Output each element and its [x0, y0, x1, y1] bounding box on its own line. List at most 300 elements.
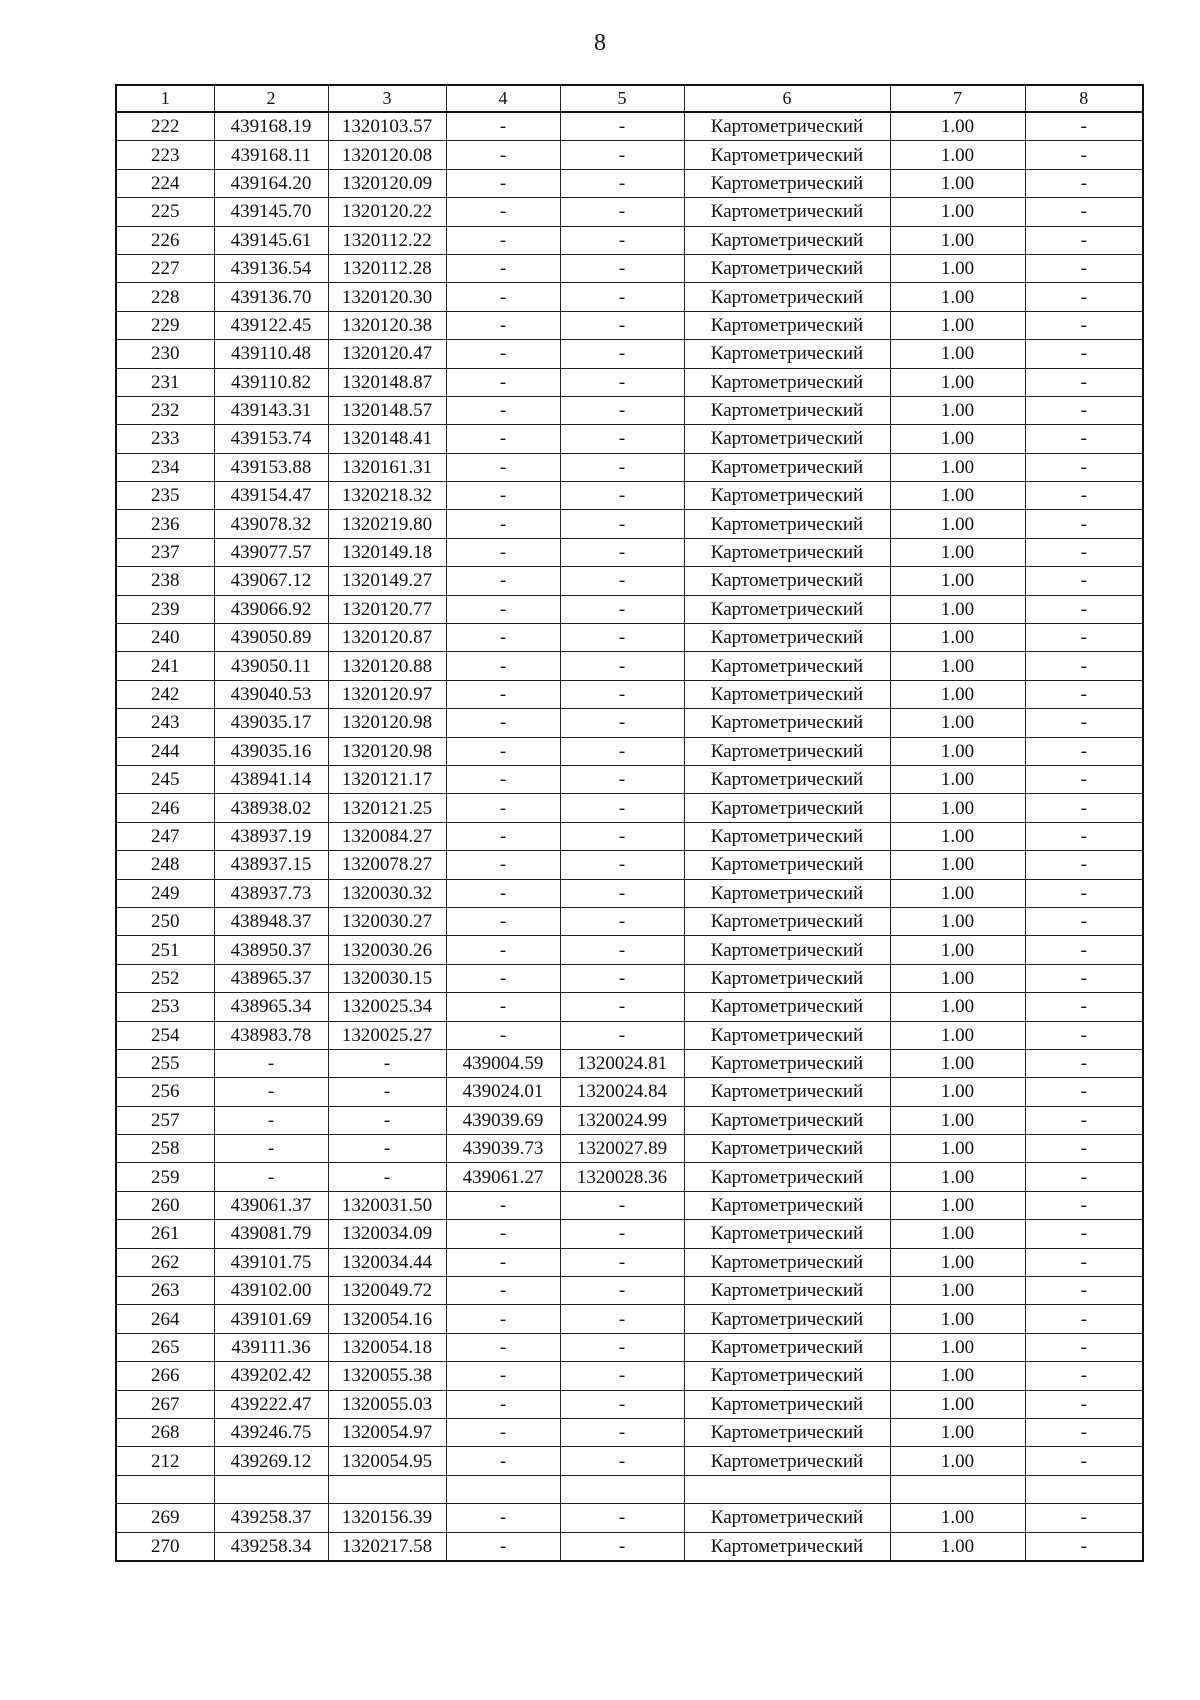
table-cell: - [560, 907, 684, 935]
table-cell: 239 [116, 595, 214, 623]
table-cell: - [560, 1333, 684, 1361]
table-cell: Картометрический [684, 765, 890, 793]
table-cell: 269 [116, 1504, 214, 1532]
table-cell: - [560, 1021, 684, 1049]
table-cell: - [560, 1447, 684, 1475]
table-cell: 438983.78 [214, 1021, 328, 1049]
table-row [116, 1135, 1143, 1163]
table-cell: 439136.70 [214, 283, 328, 311]
table-cell: 439101.75 [214, 1248, 328, 1276]
table-cell: 1320030.32 [328, 879, 446, 907]
table-cell: 439145.61 [214, 226, 328, 254]
table-cell: - [1025, 680, 1143, 708]
table-cell: 254 [116, 1021, 214, 1049]
table-cell: Картометрический [684, 1504, 890, 1532]
table-cell: 1320120.98 [328, 709, 446, 737]
table-cell: 263 [116, 1277, 214, 1305]
table-cell: - [446, 680, 560, 708]
table-row [116, 879, 1143, 907]
table-row [116, 709, 1143, 737]
table-row [116, 1305, 1143, 1333]
table-row [116, 226, 1143, 254]
table-row [116, 538, 1143, 566]
table-cell: - [214, 1106, 328, 1134]
table-cell: Картометрический [684, 538, 890, 566]
table-cell: - [446, 283, 560, 311]
table-cell: 258 [116, 1135, 214, 1163]
table-cell: - [1025, 652, 1143, 680]
table-cell: Картометрический [684, 595, 890, 623]
table-cell: - [446, 482, 560, 510]
table-row [116, 1475, 1143, 1503]
table-cell: 1.00 [890, 1163, 1025, 1191]
table-cell: - [1025, 851, 1143, 879]
table-cell: - [446, 396, 560, 424]
table-cell: 439110.48 [214, 340, 328, 368]
table-cell: - [560, 1418, 684, 1446]
table-cell: - [560, 396, 684, 424]
table-cell: 231 [116, 368, 214, 396]
table-cell: - [560, 311, 684, 339]
table-cell: - [560, 1220, 684, 1248]
table-cell: 255 [116, 1049, 214, 1077]
table-cell: 233 [116, 425, 214, 453]
table-cell: - [446, 1362, 560, 1390]
table-cell: 439122.45 [214, 311, 328, 339]
table-cell: 235 [116, 482, 214, 510]
table-cell: 1.00 [890, 737, 1025, 765]
table-cell: Картометрический [684, 1021, 890, 1049]
table-cell: 1320031.50 [328, 1191, 446, 1219]
table-cell: - [446, 879, 560, 907]
table-cell: - [446, 425, 560, 453]
table-cell: Картометрический [684, 141, 890, 169]
table-cell: - [560, 368, 684, 396]
table-cell: 228 [116, 283, 214, 311]
table-cell: Картометрический [684, 1447, 890, 1475]
table-cell: - [1025, 1106, 1143, 1134]
table-row [116, 1049, 1143, 1077]
table-cell: - [1025, 1248, 1143, 1276]
table-cell: 1.00 [890, 1277, 1025, 1305]
table-cell: 439168.19 [214, 112, 328, 141]
table-cell: - [560, 879, 684, 907]
table-cell: - [1025, 1504, 1143, 1532]
table-cell: - [560, 822, 684, 850]
table-cell: 1.00 [890, 851, 1025, 879]
table-row [116, 340, 1143, 368]
table-cell: - [446, 453, 560, 481]
table-cell: - [446, 1021, 560, 1049]
table-cell: Картометрический [684, 425, 890, 453]
table-cell: 439136.54 [214, 254, 328, 282]
table-cell: - [1025, 538, 1143, 566]
table-cell: 1320025.27 [328, 1021, 446, 1049]
table-cell: - [446, 765, 560, 793]
table-cell: 1.00 [890, 425, 1025, 453]
table-cell: 439168.11 [214, 141, 328, 169]
table-cell: - [560, 595, 684, 623]
table-row [116, 311, 1143, 339]
table-cell: 439061.27 [446, 1163, 560, 1191]
table-cell: - [1025, 1135, 1143, 1163]
table-row [116, 1532, 1143, 1561]
table-cell: 1320120.77 [328, 595, 446, 623]
table-cell: - [1025, 1305, 1143, 1333]
column-header: 8 [1025, 85, 1143, 112]
table-cell: - [446, 1333, 560, 1361]
table-cell: - [560, 112, 684, 141]
table-cell: 268 [116, 1418, 214, 1446]
table-cell: 1320078.27 [328, 851, 446, 879]
table-cell: 248 [116, 851, 214, 879]
table-cell: 246 [116, 794, 214, 822]
table-cell: - [560, 340, 684, 368]
table-cell: 1.00 [890, 112, 1025, 141]
table-cell: 226 [116, 226, 214, 254]
table-cell: - [446, 1532, 560, 1561]
table-cell: 439269.12 [214, 1447, 328, 1475]
table-cell: 439035.17 [214, 709, 328, 737]
table-cell: Картометрический [684, 567, 890, 595]
table-cell [1025, 1475, 1143, 1503]
table-cell: 439164.20 [214, 169, 328, 197]
table-cell: Картометрический [684, 680, 890, 708]
table-cell: 259 [116, 1163, 214, 1191]
table-cell: 439078.32 [214, 510, 328, 538]
table-cell: - [446, 1220, 560, 1248]
table-cell: - [446, 822, 560, 850]
table-row [116, 993, 1143, 1021]
table-cell: 1320025.34 [328, 993, 446, 1021]
table-cell: Картометрический [684, 453, 890, 481]
table-cell: - [1025, 1418, 1143, 1446]
table-cell [328, 1475, 446, 1503]
table-cell: 438937.15 [214, 851, 328, 879]
table-cell: - [560, 567, 684, 595]
column-header: 4 [446, 85, 560, 112]
table-cell: 1.00 [890, 1106, 1025, 1134]
table-cell: 1.00 [890, 1191, 1025, 1219]
table-cell: 265 [116, 1333, 214, 1361]
table-cell: Картометрический [684, 1248, 890, 1276]
table-cell: - [560, 1277, 684, 1305]
table-cell: 227 [116, 254, 214, 282]
table-cell: - [560, 510, 684, 538]
table-cell: - [560, 737, 684, 765]
table-cell: 1.00 [890, 538, 1025, 566]
table-cell: 1.00 [890, 453, 1025, 481]
table-cell: Картометрический [684, 907, 890, 935]
table-cell: 1.00 [890, 1333, 1025, 1361]
table-cell: - [446, 1418, 560, 1446]
table-cell: 245 [116, 765, 214, 793]
table-cell: - [1025, 964, 1143, 992]
table-cell: 1.00 [890, 141, 1025, 169]
page-number: 8 [594, 30, 606, 56]
column-header: 3 [328, 85, 446, 112]
table-cell: 1320054.18 [328, 1333, 446, 1361]
table-cell: 238 [116, 567, 214, 595]
table-cell: - [1025, 1447, 1143, 1475]
table-cell: Картометрический [684, 1135, 890, 1163]
table-cell: - [446, 340, 560, 368]
table-header-row [116, 85, 1143, 112]
table-cell: 1.00 [890, 1504, 1025, 1532]
table-cell: - [1025, 254, 1143, 282]
table-row [116, 822, 1143, 850]
table-cell: 1320121.17 [328, 765, 446, 793]
table-cell: 1.00 [890, 964, 1025, 992]
table-cell: 438941.14 [214, 765, 328, 793]
table-cell: 1320120.38 [328, 311, 446, 339]
table-cell: 1320054.16 [328, 1305, 446, 1333]
table-cell: - [1025, 993, 1143, 1021]
table-cell: - [446, 652, 560, 680]
table-cell: 1.00 [890, 311, 1025, 339]
table-cell: 1320024.99 [560, 1106, 684, 1134]
table-cell: 1320034.44 [328, 1248, 446, 1276]
table-cell: - [560, 851, 684, 879]
table-cell: 1.00 [890, 624, 1025, 652]
table-cell: 1.00 [890, 1049, 1025, 1077]
table-cell: Картометрический [684, 396, 890, 424]
table-cell: 439143.31 [214, 396, 328, 424]
table-cell: - [214, 1163, 328, 1191]
table-body [116, 112, 1143, 1561]
table-cell: 1.00 [890, 680, 1025, 708]
table-cell: Картометрический [684, 1163, 890, 1191]
table-cell: - [328, 1049, 446, 1077]
table-cell: Картометрический [684, 1049, 890, 1077]
table-cell: 1.00 [890, 1078, 1025, 1106]
table-cell: Картометрический [684, 510, 890, 538]
table-cell: 1320103.57 [328, 112, 446, 141]
table-cell: Картометрический [684, 1333, 890, 1361]
table-cell: 439153.88 [214, 453, 328, 481]
table-cell: 1320112.22 [328, 226, 446, 254]
table-cell: - [446, 510, 560, 538]
column-header: 5 [560, 85, 684, 112]
table-cell: 439153.74 [214, 425, 328, 453]
table-cell: Картометрический [684, 879, 890, 907]
table-cell: - [560, 1390, 684, 1418]
table-row [116, 907, 1143, 935]
table-cell: - [1025, 510, 1143, 538]
table-cell: - [446, 964, 560, 992]
table-cell: Картометрический [684, 368, 890, 396]
table-cell: 439067.12 [214, 567, 328, 595]
table-cell: Картометрический [684, 169, 890, 197]
table-cell: 1320084.27 [328, 822, 446, 850]
table-row [116, 1418, 1143, 1446]
table-cell: 439246.75 [214, 1418, 328, 1446]
table-cell: 1320030.15 [328, 964, 446, 992]
table-cell: Картометрический [684, 993, 890, 1021]
table-cell: - [1025, 396, 1143, 424]
table-cell: 225 [116, 198, 214, 226]
table-cell: Картометрический [684, 1078, 890, 1106]
table-row [116, 482, 1143, 510]
table-cell [560, 1475, 684, 1503]
table-cell: - [1025, 340, 1143, 368]
table-cell: Картометрический [684, 283, 890, 311]
table-cell: - [1025, 737, 1143, 765]
table-cell [116, 1475, 214, 1503]
table-cell: 1.00 [890, 1418, 1025, 1446]
table-cell: 1320027.89 [560, 1135, 684, 1163]
table-cell: - [560, 283, 684, 311]
table-cell: - [1025, 198, 1143, 226]
table-cell: - [446, 1277, 560, 1305]
table-cell: 1320034.09 [328, 1220, 446, 1248]
table-cell: 236 [116, 510, 214, 538]
table-cell: 1.00 [890, 396, 1025, 424]
table-cell: 439202.42 [214, 1362, 328, 1390]
table-cell: 439061.37 [214, 1191, 328, 1219]
table-cell: 1.00 [890, 652, 1025, 680]
table-cell: 1.00 [890, 1305, 1025, 1333]
table-cell: 1320024.84 [560, 1078, 684, 1106]
table-cell: 1.00 [890, 1362, 1025, 1390]
table-row [116, 1163, 1143, 1191]
table-cell: 1.00 [890, 226, 1025, 254]
table-cell: 1320120.98 [328, 737, 446, 765]
table-row [116, 936, 1143, 964]
table-cell: - [446, 993, 560, 1021]
table-cell: 1.00 [890, 1248, 1025, 1276]
table-cell: 237 [116, 538, 214, 566]
table-row [116, 112, 1143, 141]
table-row [116, 1277, 1143, 1305]
table-cell: 439050.11 [214, 652, 328, 680]
table-cell: - [446, 198, 560, 226]
table-cell: 439081.79 [214, 1220, 328, 1248]
table-cell: 267 [116, 1390, 214, 1418]
table-cell: - [560, 453, 684, 481]
table-cell: Картометрический [684, 737, 890, 765]
table-cell: Картометрический [684, 1305, 890, 1333]
table-cell: - [1025, 226, 1143, 254]
table-cell: 439102.00 [214, 1277, 328, 1305]
table-cell: 439050.89 [214, 624, 328, 652]
table-cell: - [1025, 595, 1143, 623]
table-cell: Картометрический [684, 1220, 890, 1248]
table-cell: 1.00 [890, 993, 1025, 1021]
table-cell: - [1025, 624, 1143, 652]
table-cell: - [1025, 1220, 1143, 1248]
table-cell: Картометрический [684, 1106, 890, 1134]
table-cell: 1320054.95 [328, 1447, 446, 1475]
table-cell: 262 [116, 1248, 214, 1276]
table-cell: - [446, 226, 560, 254]
table-cell: 1320054.97 [328, 1418, 446, 1446]
table-cell: Картометрический [684, 226, 890, 254]
table-cell: - [560, 652, 684, 680]
table-row [116, 169, 1143, 197]
table-cell: 1.00 [890, 794, 1025, 822]
table-cell: - [1025, 482, 1143, 510]
table-cell [684, 1475, 890, 1503]
table-cell: 438937.73 [214, 879, 328, 907]
table-cell: 243 [116, 709, 214, 737]
table-cell: - [1025, 1532, 1143, 1561]
table-cell: - [446, 624, 560, 652]
table-cell: 439110.82 [214, 368, 328, 396]
table-cell: 223 [116, 141, 214, 169]
table-cell: 439077.57 [214, 538, 328, 566]
table-cell: - [446, 538, 560, 566]
table-cell: 439258.34 [214, 1532, 328, 1561]
table-cell: - [328, 1106, 446, 1134]
table-cell: - [446, 311, 560, 339]
table-row [116, 964, 1143, 992]
table-cell: 264 [116, 1305, 214, 1333]
table-cell: 266 [116, 1362, 214, 1390]
table-cell: Картометрический [684, 1418, 890, 1446]
table-row [116, 198, 1143, 226]
table-cell: - [446, 851, 560, 879]
table-cell: 1320149.27 [328, 567, 446, 595]
table-row [116, 595, 1143, 623]
table-cell: 261 [116, 1220, 214, 1248]
table-cell: 232 [116, 396, 214, 424]
table-cell: 1320219.80 [328, 510, 446, 538]
table-cell: 230 [116, 340, 214, 368]
table-cell: Картометрический [684, 936, 890, 964]
table-cell: Картометрический [684, 851, 890, 879]
table-cell: - [446, 1504, 560, 1532]
table-row [116, 765, 1143, 793]
table-cell: 1320030.27 [328, 907, 446, 935]
table-cell: 1.00 [890, 1532, 1025, 1561]
table-cell: 1.00 [890, 765, 1025, 793]
table-cell: Картометрический [684, 1362, 890, 1390]
table-row [116, 510, 1143, 538]
table-cell: - [1025, 907, 1143, 935]
table-cell: 439258.37 [214, 1504, 328, 1532]
table-cell: 1320120.22 [328, 198, 446, 226]
table-cell: 257 [116, 1106, 214, 1134]
table-row [116, 1220, 1143, 1248]
table-cell: Картометрический [684, 1390, 890, 1418]
table-cell: - [1025, 169, 1143, 197]
table-cell: 1320149.18 [328, 538, 446, 566]
table-cell: 1.00 [890, 822, 1025, 850]
table-cell: - [560, 1305, 684, 1333]
table-cell: 1320217.58 [328, 1532, 446, 1561]
table-cell: - [1025, 1078, 1143, 1106]
table-cell: - [1025, 453, 1143, 481]
table-cell: - [560, 169, 684, 197]
table-row [116, 737, 1143, 765]
table-cell: - [560, 538, 684, 566]
table-row [116, 1362, 1143, 1390]
table-cell: 234 [116, 453, 214, 481]
table-row [116, 851, 1143, 879]
table-cell: 439004.59 [446, 1049, 560, 1077]
table-row [116, 652, 1143, 680]
table-cell: 438938.02 [214, 794, 328, 822]
table-cell: 439066.92 [214, 595, 328, 623]
table-cell: 1320120.08 [328, 141, 446, 169]
table-cell: 1.00 [890, 1135, 1025, 1163]
table-cell: - [1025, 879, 1143, 907]
table-row [116, 1333, 1143, 1361]
table-cell: 1320120.97 [328, 680, 446, 708]
table-cell: 439035.16 [214, 737, 328, 765]
table-cell: 439039.73 [446, 1135, 560, 1163]
